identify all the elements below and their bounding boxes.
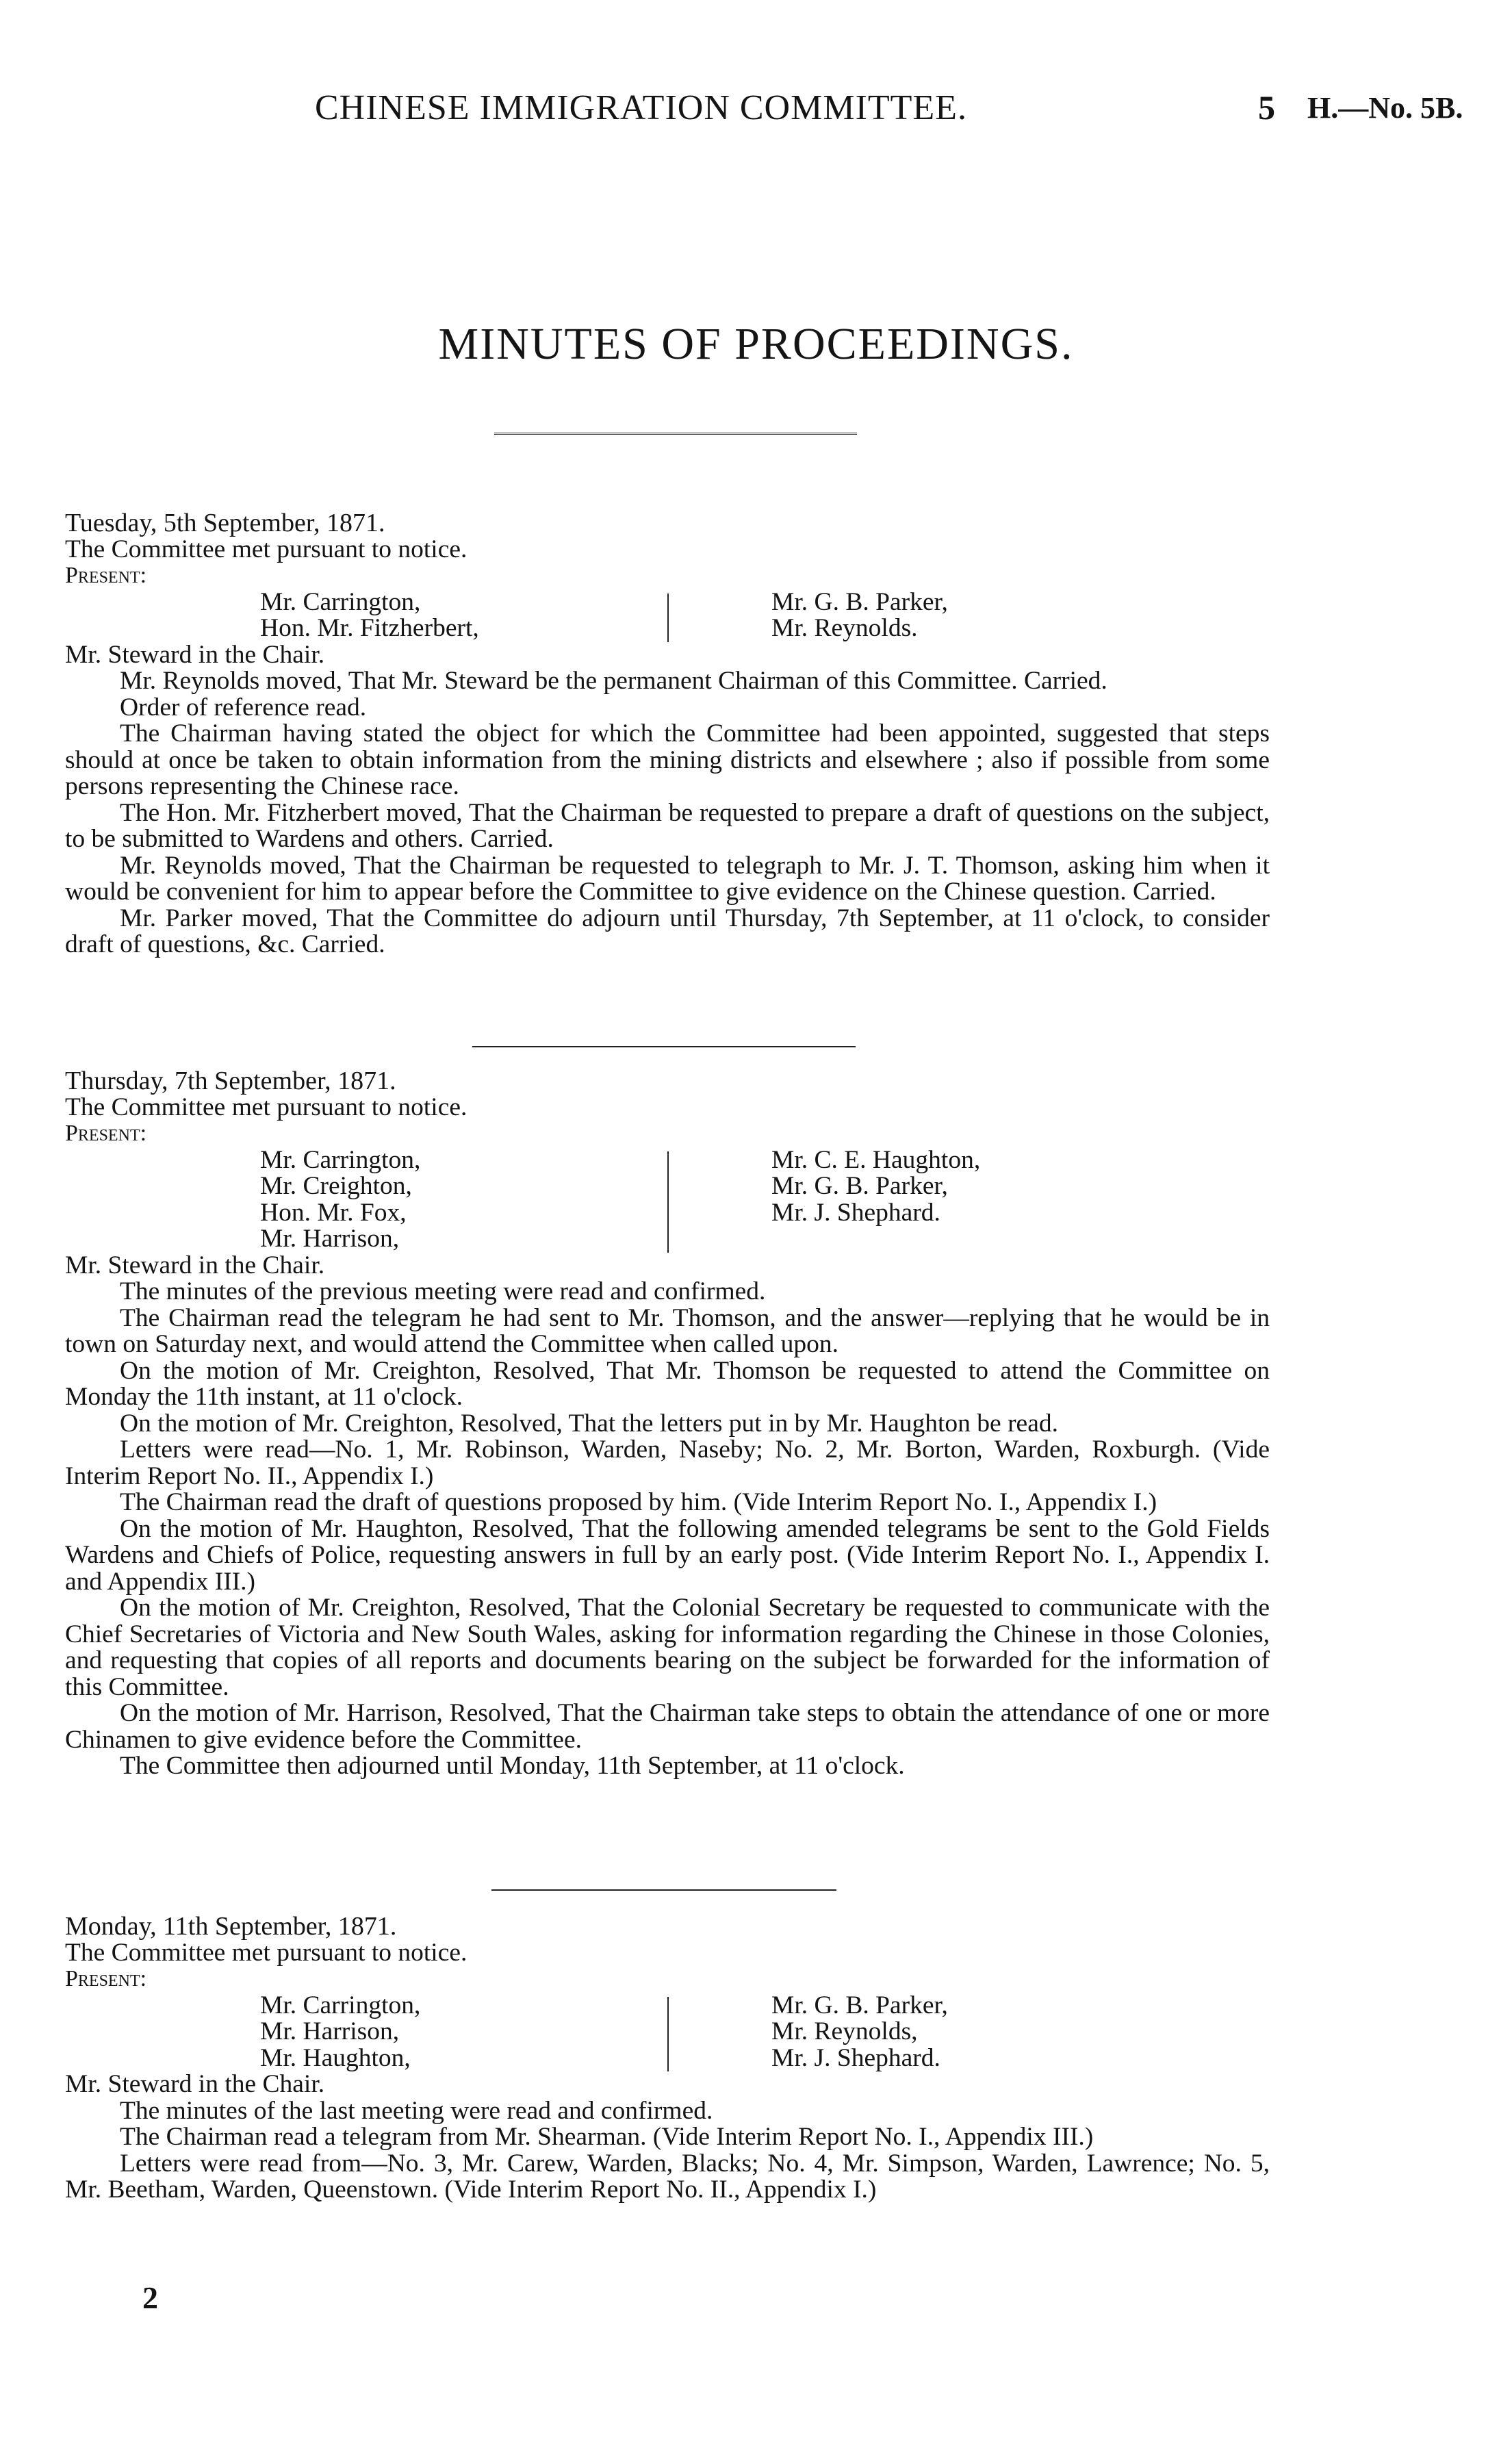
minute-paragraph: The Hon. Mr. Fitzherbert moved, That the Chairman be requested to prepare a draft of questions on the subject, to be submitted to Wardens and others. Carried. <box>65 798 1270 853</box>
attendee: Mr. J. Shephard. <box>771 1198 940 1227</box>
attendee: Mr. G. B. Parker, <box>771 1172 948 1200</box>
attendee: Mr. Harrison, <box>260 1225 400 1253</box>
minute-paragraph: On the motion of Mr. Haughton, Resolved, That the following amended telegrams be sent to the Gold Fields Wardens and Chiefs of Police, requesting answers in full by an early post. (Vide Interim Report No. I., Appendix I. and Appendix III.) <box>65 1514 1270 1596</box>
minute-paragraph: Mr. Parker moved, That the Committee do adjourn until Thursday, 7th September, at 11 o'clock, to consider draft of questions, &c. Carried. <box>65 904 1270 958</box>
meeting-opening: The Committee met pursuant to notice. <box>65 1938 467 1967</box>
attendee: Mr. Carrington, <box>260 587 421 616</box>
present-label: Present: <box>65 1121 147 1146</box>
minute-paragraph: The Chairman read a telegram from Mr. Shearman. (Vide Interim Report No. I., Appendix III.) <box>120 2123 1094 2151</box>
attendance-right-column <box>669 1993 948 2072</box>
section-rule <box>472 1046 856 1047</box>
attendee: Mr. Reynolds, <box>771 2017 918 2045</box>
meeting-date: Thursday, 7th September, 1871. <box>65 1067 396 1095</box>
attendee: Hon. Mr. Fitzherbert, <box>260 614 479 642</box>
paper-reference: H.—No. 5B. <box>1307 91 1463 125</box>
meeting-date: Tuesday, 5th September, 1871. <box>65 509 385 537</box>
attendee: Mr. Carrington, <box>260 1145 421 1174</box>
minute-paragraph: Mr. Reynolds moved, That the Chairman be requested to telegraph to Mr. J. T. Thomson, asking him when it would be convenient for him to appear before the Committee to give evidence on the Chinese question. Carried. <box>65 851 1270 906</box>
attendance-left-column <box>65 1993 667 2072</box>
meeting-opening: The Committee met pursuant to notice. <box>65 535 467 563</box>
minute-paragraph: On the motion of Mr. Creighton, Resolved, That the Colonial Secretary be requested to communicate with the Chief Secretaries of Victoria and New South Wales, asking for information regarding the Chinese in those Colonies, and requesting that copies of all reports and documents bearing on the subject be forwarded for the information of this Committee. <box>65 1594 1270 1701</box>
running-title: CHINESE IMMIGRATION COMMITTEE. <box>315 88 967 127</box>
attendee: Mr. Reynolds. <box>771 614 918 642</box>
attendance-left-column <box>65 1147 667 1253</box>
page-title: MINUTES OF PROCEEDINGS. <box>438 319 1074 369</box>
attendee: Mr. J. Shephard. <box>771 2043 940 2072</box>
meeting-date: Monday, 11th September, 1871. <box>65 1912 397 1941</box>
meeting-opening: The Committee met pursuant to notice. <box>65 1093 467 1121</box>
attendance-list <box>65 1993 1270 2072</box>
attendee: Mr. Creighton, <box>260 1172 412 1200</box>
chair-line: Mr. Steward in the Chair. <box>65 640 325 669</box>
attendance-left-column <box>65 589 667 642</box>
attendee: Mr. C. E. Haughton, <box>771 1145 981 1174</box>
minute-paragraph: The Chairman having stated the object for which the Committee had been appointed, suggested that steps should at once be taken to obtain information from the mining districts and elsewhere ; also if possible from some persons representing the Chinese race. <box>65 719 1270 800</box>
meeting-tuesday <box>65 510 1270 958</box>
chair-line: Mr. Steward in the Chair. <box>65 2070 325 2098</box>
minute-paragraph: The Chairman read the telegram he had sent to Mr. Thomson, and the answer—replying that he would be in town on Saturday next, and would attend the Committee when called upon. <box>65 1303 1270 1358</box>
minute-paragraph: Mr. Reynolds moved, That Mr. Steward be the permanent Chairman of this Committee. Carried. <box>120 667 1107 695</box>
chair-line: Mr. Steward in the Chair. <box>65 1251 325 1279</box>
minute-paragraph: On the motion of Mr. Harrison, Resolved, That the Chairman take steps to obtain the attendance of one or more Chinamen to give evidence before the Committee. <box>65 1699 1270 1754</box>
meeting-monday <box>65 1913 1270 2204</box>
minute-paragraph: Order of reference read. <box>120 693 367 722</box>
signature-mark: 2 <box>142 2280 158 2315</box>
minute-paragraph: On the motion of Mr. Creighton, Resolved, That the letters put in by Mr. Haughton be read. <box>120 1409 1058 1438</box>
minute-paragraph: The Committee then adjourned until Monday, 11th September, at 11 o'clock. <box>120 1752 905 1780</box>
minute-paragraph: On the motion of Mr. Creighton, Resolved, That Mr. Thomson be requested to attend the Committee on Monday the 11th instant, at 11 o'clock. <box>65 1356 1270 1411</box>
attendee: Mr. Harrison, <box>260 2017 400 2045</box>
minute-paragraph: The minutes of the last meeting were read and confirmed. <box>120 2096 713 2125</box>
page-number: 5 <box>1258 88 1275 127</box>
attendee: Mr. G. B. Parker, <box>771 587 948 616</box>
attendee: Mr. Carrington, <box>260 1991 421 2019</box>
minute-paragraph: Letters were read from—No. 3, Mr. Carew, Warden, Blacks; No. 4, Mr. Simpson, Warden, Lawrence; No. 5, Mr. Beetham, Warden, Queenstown. (Vide Interim Report No. II., Appendix I.) <box>65 2149 1270 2204</box>
meeting-thursday <box>65 1068 1270 1780</box>
attendance-list <box>65 1147 1270 1253</box>
attendee: Mr. Haughton, <box>260 2043 411 2072</box>
title-rule <box>494 433 857 435</box>
attendance-right-column <box>669 589 948 642</box>
running-header <box>0 88 1512 136</box>
present-label: Present: <box>65 563 147 588</box>
minute-paragraph: The Chairman read the draft of questions proposed by him. (Vide Interim Report No. I., Appendix I.) <box>120 1488 1157 1516</box>
present-label: Present: <box>65 1966 147 1991</box>
attendance-right-column <box>669 1147 980 1253</box>
minute-paragraph: Letters were read—No. 1, Mr. Robinson, Warden, Naseby; No. 2, Mr. Borton, Warden, Roxburgh. (Vide Interim Report No. II., Appendix I.) <box>65 1435 1270 1490</box>
attendee: Mr. G. B. Parker, <box>771 1991 948 2019</box>
minute-paragraph: The minutes of the previous meeting were read and confirmed. <box>120 1277 766 1305</box>
attendee: Hon. Mr. Fox, <box>260 1198 407 1227</box>
section-rule <box>491 1889 836 1891</box>
attendance-list <box>65 589 1270 642</box>
